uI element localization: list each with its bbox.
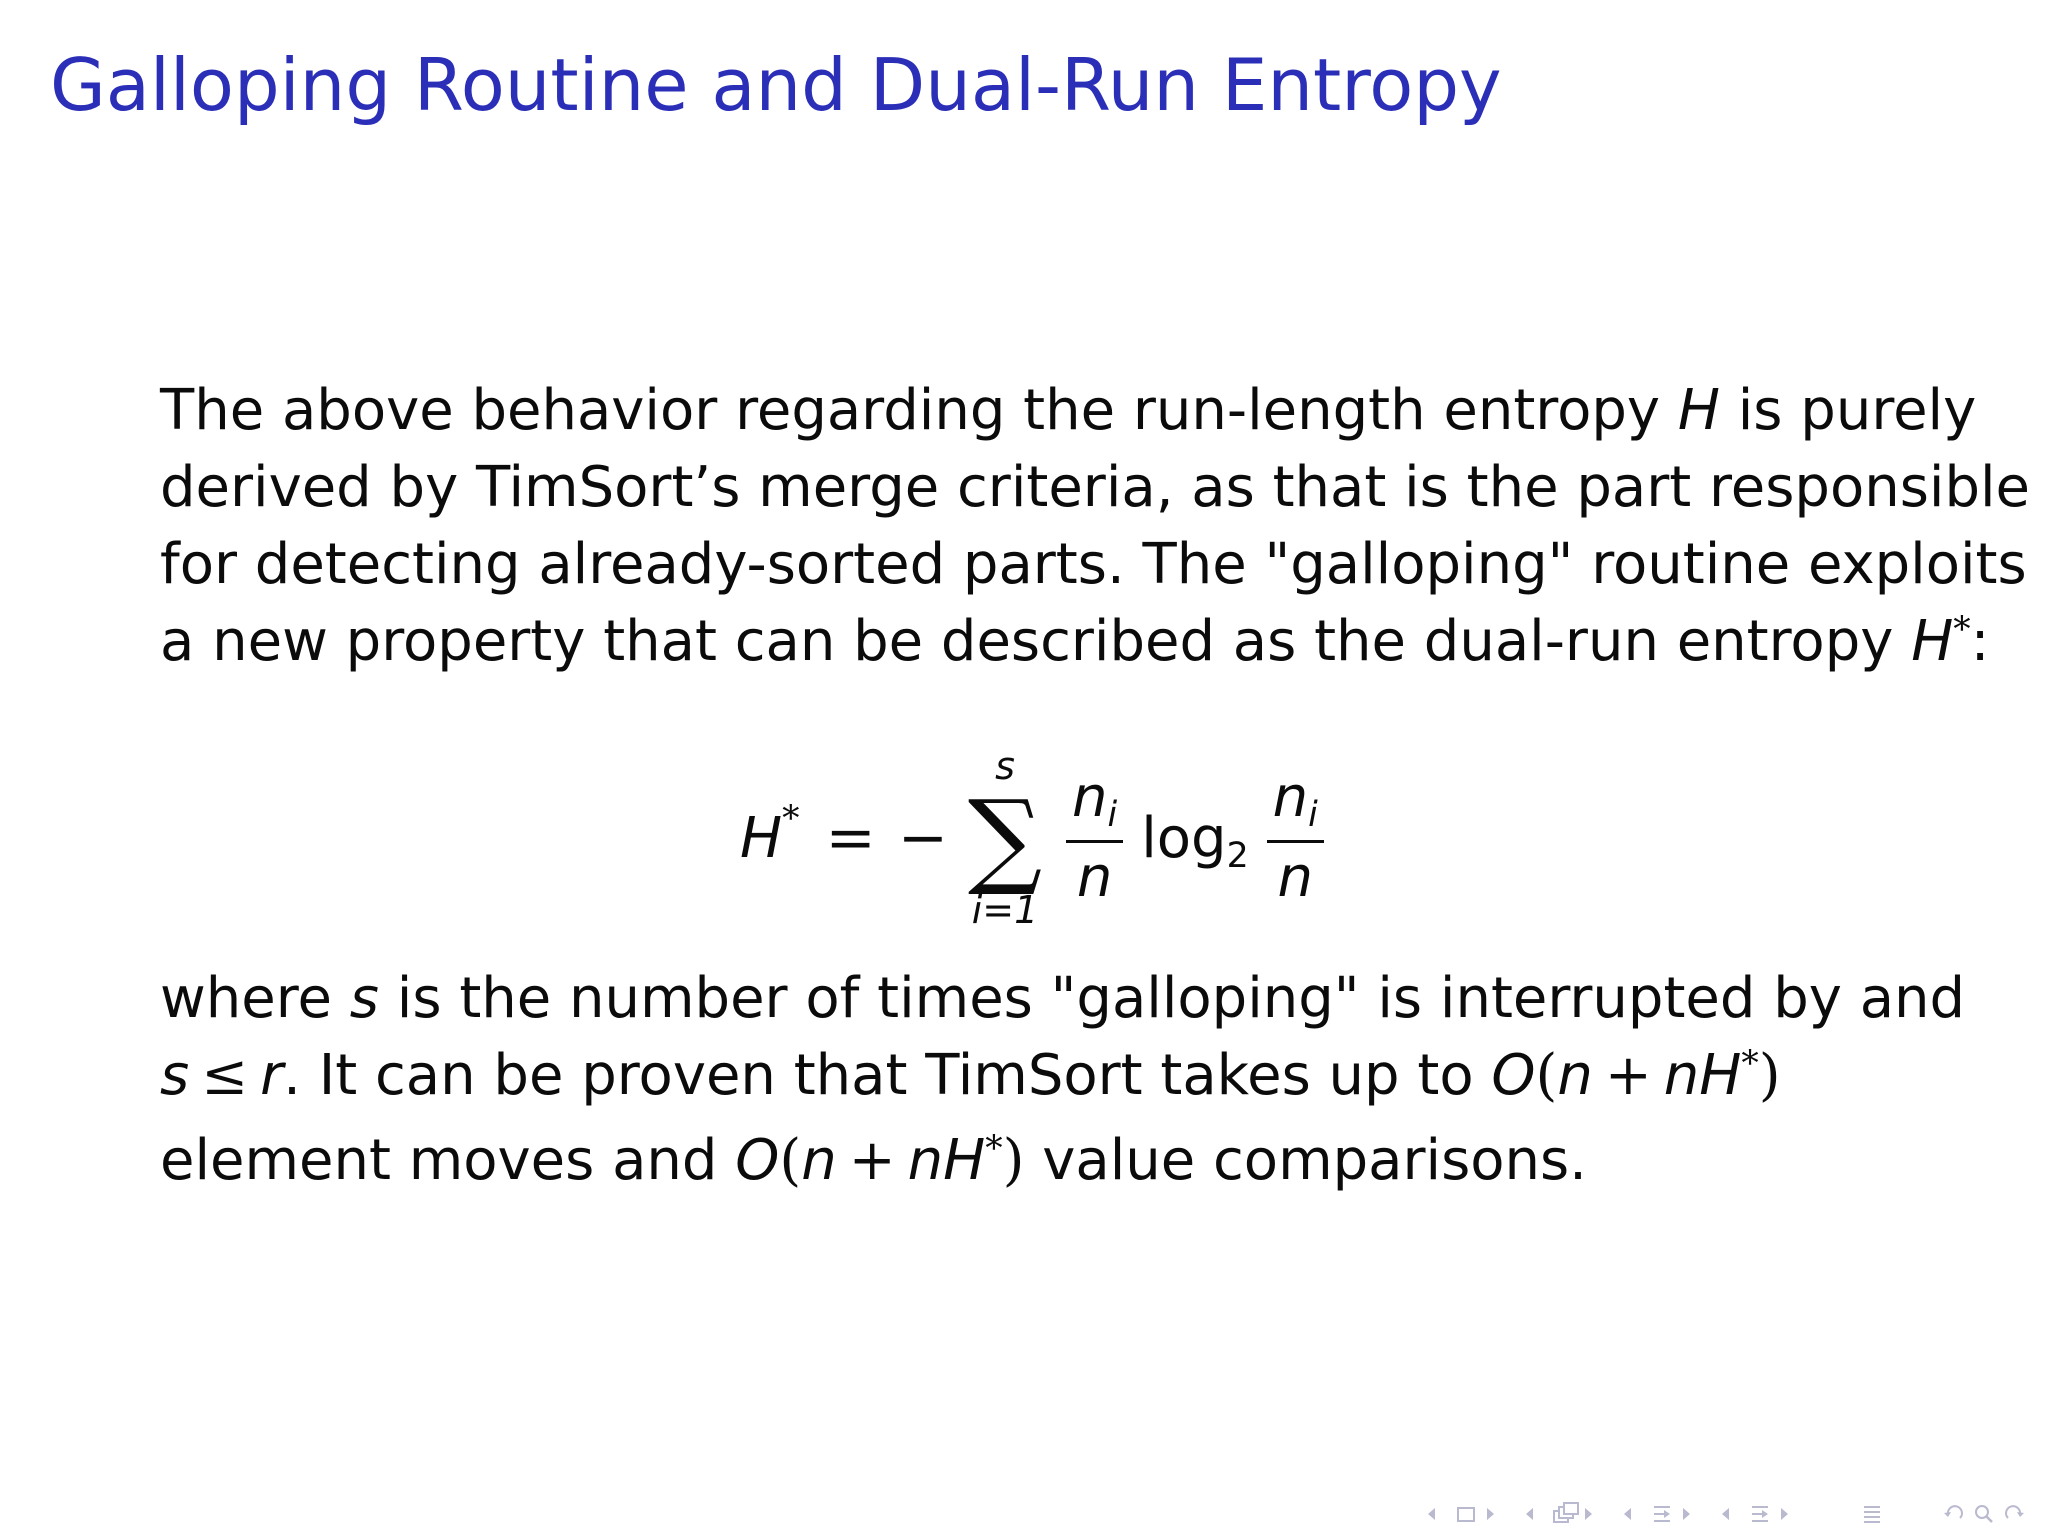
math-var-n: n: [1072, 765, 1108, 830]
plus-sign: +: [1604, 1043, 1652, 1108]
conclusion-line-1: [160, 960, 1966, 1037]
nav-frame-group: [1522, 1502, 1606, 1526]
math-var-nH: nH: [1663, 1043, 1742, 1108]
nav-next-section-icon[interactable]: [1778, 1502, 1802, 1526]
log-base: 2: [1226, 835, 1249, 876]
text-run: The above behavior regarding the run-length entropy: [160, 378, 1678, 443]
conclusion-paragraph: [160, 960, 1966, 1207]
fraction-numerator: [1066, 763, 1123, 840]
nav-next-slide-icon[interactable]: [1484, 1502, 1508, 1526]
nav-section-group: [1718, 1502, 1802, 1526]
fraction-ni-over-n: [1066, 763, 1123, 913]
nav-next-subsection-icon[interactable]: [1680, 1502, 1704, 1526]
nav-prev-frame-icon[interactable]: [1522, 1502, 1546, 1526]
plus-sign: +: [848, 1128, 896, 1193]
log-label: log: [1141, 805, 1227, 871]
nav-prev-slide-icon[interactable]: [1424, 1502, 1448, 1526]
math-var-n: n: [1557, 1043, 1593, 1108]
math-var-s: s: [160, 1043, 190, 1108]
fraction-denominator: n: [1076, 845, 1113, 910]
fraction-ni-over-n: [1267, 763, 1324, 913]
nav-subsection-group: [1620, 1502, 1704, 1526]
math-var-nH: nH: [907, 1128, 986, 1193]
nav-slide-group: [1424, 1502, 1508, 1526]
big-o: O: [735, 1128, 780, 1193]
text-run: is the number of times "galloping" is interrupted by and: [378, 966, 1966, 1031]
math-var-H: H: [1911, 609, 1954, 674]
text-run: is purely: [1719, 378, 1977, 443]
minus-sign: −: [897, 803, 949, 873]
text-run: where: [160, 966, 350, 1031]
math-var-n: n: [1272, 765, 1309, 830]
math-subscript-i: i: [1308, 795, 1318, 836]
summation: [960, 744, 1050, 932]
math-superscript-star: *: [1953, 609, 1971, 650]
sigma-symbol: ∑: [967, 777, 1043, 899]
equation-lhs: [740, 798, 800, 871]
subsection-icon[interactable]: [1650, 1502, 1674, 1526]
sum-upper-limit: s: [995, 744, 1015, 788]
beamer-navigation-bar: [1424, 1502, 2026, 1526]
paren-close: ): [1002, 1128, 1025, 1193]
conclusion-line-3: [160, 1122, 1920, 1207]
redo-icon[interactable]: [2002, 1502, 2026, 1526]
paren-open: (: [779, 1128, 802, 1193]
intro-line-1: [160, 372, 1977, 449]
intro-line-2: derived by TimSort’s merge criteria, as that is the part responsible: [160, 455, 2031, 520]
paren-close: ): [1758, 1043, 1781, 1108]
slide-frame-icon[interactable]: [1454, 1502, 1478, 1526]
nav-next-frame-icon[interactable]: [1582, 1502, 1606, 1526]
equals-sign: =: [825, 803, 876, 873]
conclusion-line-2: [160, 1037, 1920, 1122]
text-run: value comparisons.: [1024, 1128, 1587, 1193]
sum-lower-limit: i=1: [971, 888, 1039, 932]
undo-icon[interactable]: [1942, 1502, 1966, 1526]
zoom-search-icon[interactable]: [1972, 1502, 1996, 1526]
slide-title: Galloping Routine and Dual-Run Entropy: [50, 43, 1502, 127]
log-operator: [1141, 805, 1249, 876]
text-run: a new property that can be described as the dual-run entropy: [160, 609, 1912, 674]
fraction-denominator: n: [1277, 845, 1313, 910]
fraction-numerator: [1267, 763, 1324, 840]
math-superscript-star: *: [782, 798, 800, 839]
paren-open: (: [1535, 1043, 1558, 1108]
text-run: element moves and: [160, 1128, 736, 1193]
math-var-r: r: [260, 1043, 284, 1108]
math-var-H: H: [1677, 378, 1720, 443]
nav-prev-section-icon[interactable]: [1718, 1502, 1742, 1526]
math-superscript-star: *: [1741, 1043, 1759, 1084]
nav-prev-subsection-icon[interactable]: [1620, 1502, 1644, 1526]
intro-line-4: [160, 603, 1990, 688]
dual-run-entropy-equation: [740, 738, 1330, 938]
frame-stack-icon[interactable]: [1552, 1502, 1576, 1526]
text-run: :: [1970, 609, 1990, 674]
math-var-H: H: [740, 805, 783, 871]
big-o: O: [1491, 1043, 1536, 1108]
nav-search-group: [1942, 1502, 2026, 1526]
appendix-icon[interactable]: [1860, 1502, 1884, 1526]
math-subscript-i: i: [1107, 795, 1118, 836]
section-icon[interactable]: [1748, 1502, 1772, 1526]
math-superscript-star: *: [985, 1128, 1003, 1169]
math-var-n: n: [801, 1128, 837, 1193]
less-equal-sign: ≤: [201, 1043, 249, 1108]
intro-paragraph: [160, 372, 2031, 688]
intro-line-3: for detecting already-sorted parts. The "galloping" routine exploits: [160, 532, 2027, 597]
math-var-s: s: [349, 966, 379, 1031]
text-run: . It can be proven that TimSort takes up to: [283, 1043, 1492, 1108]
